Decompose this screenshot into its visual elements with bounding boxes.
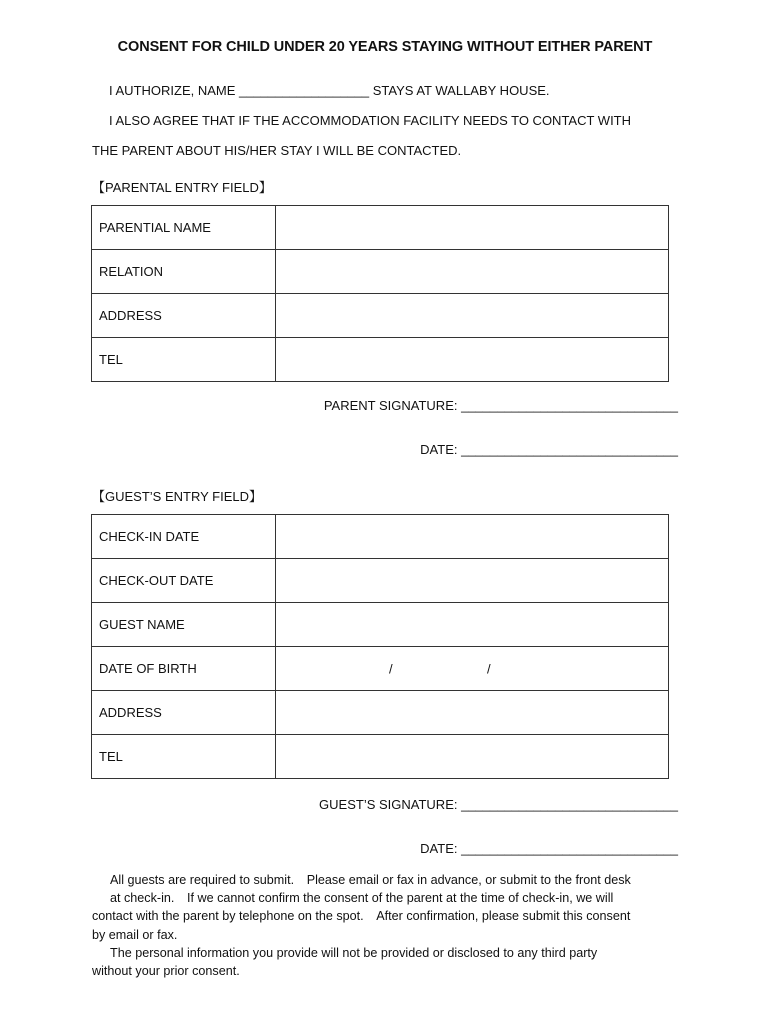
- dob-separator: /: [389, 661, 393, 676]
- parental-name-label: PARENTIAL NAME: [92, 206, 276, 250]
- note-line: All guests are required to submit. Please email or fax in advance, or submit to the front desk: [110, 873, 631, 887]
- parent-date-line[interactable]: DATE: ______________________________: [420, 442, 678, 457]
- parental-entry-table: [91, 205, 669, 382]
- table-row: [92, 250, 669, 294]
- guest-signature-line[interactable]: GUEST’S SIGNATURE: ______________________________: [319, 797, 678, 812]
- table-row: [92, 338, 669, 382]
- check-in-date-label: CHECK-IN DATE: [92, 515, 276, 559]
- table-row: [92, 559, 669, 603]
- guest-address-field[interactable]: [276, 691, 669, 735]
- note-line: at check-in. If we cannot confirm the consent of the parent at the time of check-in, we will: [110, 891, 614, 906]
- parent-signature-line[interactable]: PARENT SIGNATURE: ______________________________: [323, 398, 678, 413]
- check-out-date-label: CHECK-OUT DATE: [92, 559, 276, 603]
- table-row: [92, 206, 669, 250]
- guest-tel-field[interactable]: [276, 735, 669, 779]
- table-row: [92, 603, 669, 647]
- agree-statement-line2: THE PARENT ABOUT HIS/HER STAY I WILL BE CONTACTED.: [92, 143, 462, 158]
- table-row: [92, 735, 669, 779]
- check-out-date-field[interactable]: [276, 559, 669, 603]
- guest-entry-table: [91, 514, 669, 779]
- table-row: [92, 515, 669, 559]
- table-row: [92, 294, 669, 338]
- table-row: [92, 691, 669, 735]
- privacy-note-line: The personal information you provide will not be provided or disclosed to any third party: [110, 945, 598, 960]
- authorize-statement: I AUTHORIZE, NAME __________________ STAYS AT WALLABY HOUSE.: [109, 83, 550, 98]
- guest-address-label: ADDRESS: [92, 691, 276, 735]
- note-line: contact with the parent by telephone on the spot. After confirmation, please submit this consent: [92, 909, 631, 924]
- agree-statement-line1: I ALSO AGREE THAT IF THE ACCOMMODATION FACILITY NEEDS TO CONTACT WITH: [109, 113, 632, 128]
- guest-tel-label: TEL: [92, 735, 276, 779]
- guest-date-line[interactable]: DATE: ______________________________: [420, 841, 678, 856]
- privacy-note-line: without your prior consent.: [92, 964, 240, 979]
- date-of-birth-field[interactable]: [276, 647, 669, 691]
- parent-address-label: ADDRESS: [92, 294, 276, 338]
- parent-tel-field[interactable]: [276, 338, 669, 382]
- check-in-date-field[interactable]: [276, 515, 669, 559]
- parent-address-field[interactable]: [276, 294, 669, 338]
- relation-label: RELATION: [92, 250, 276, 294]
- guest-name-field[interactable]: [276, 603, 669, 647]
- table-row: [92, 647, 669, 691]
- guest-section-heading: 【GUEST’S ENTRY FIELD】: [92, 489, 262, 504]
- document-title: CONSENT FOR CHILD UNDER 20 YEARS STAYING WITHOUT EITHER PARENT: [117, 39, 653, 55]
- parental-section-heading: 【PARENTAL ENTRY FIELD】: [92, 180, 272, 195]
- relation-field[interactable]: [276, 250, 669, 294]
- submission-notes: [92, 871, 682, 980]
- date-of-birth-label: DATE OF BIRTH: [92, 647, 276, 691]
- parental-name-field[interactable]: [276, 206, 669, 250]
- dob-separator: /: [487, 661, 491, 676]
- note-line: by email or fax.: [92, 927, 178, 942]
- parent-tel-label: TEL: [92, 338, 276, 382]
- guest-name-label: GUEST NAME: [92, 603, 276, 647]
